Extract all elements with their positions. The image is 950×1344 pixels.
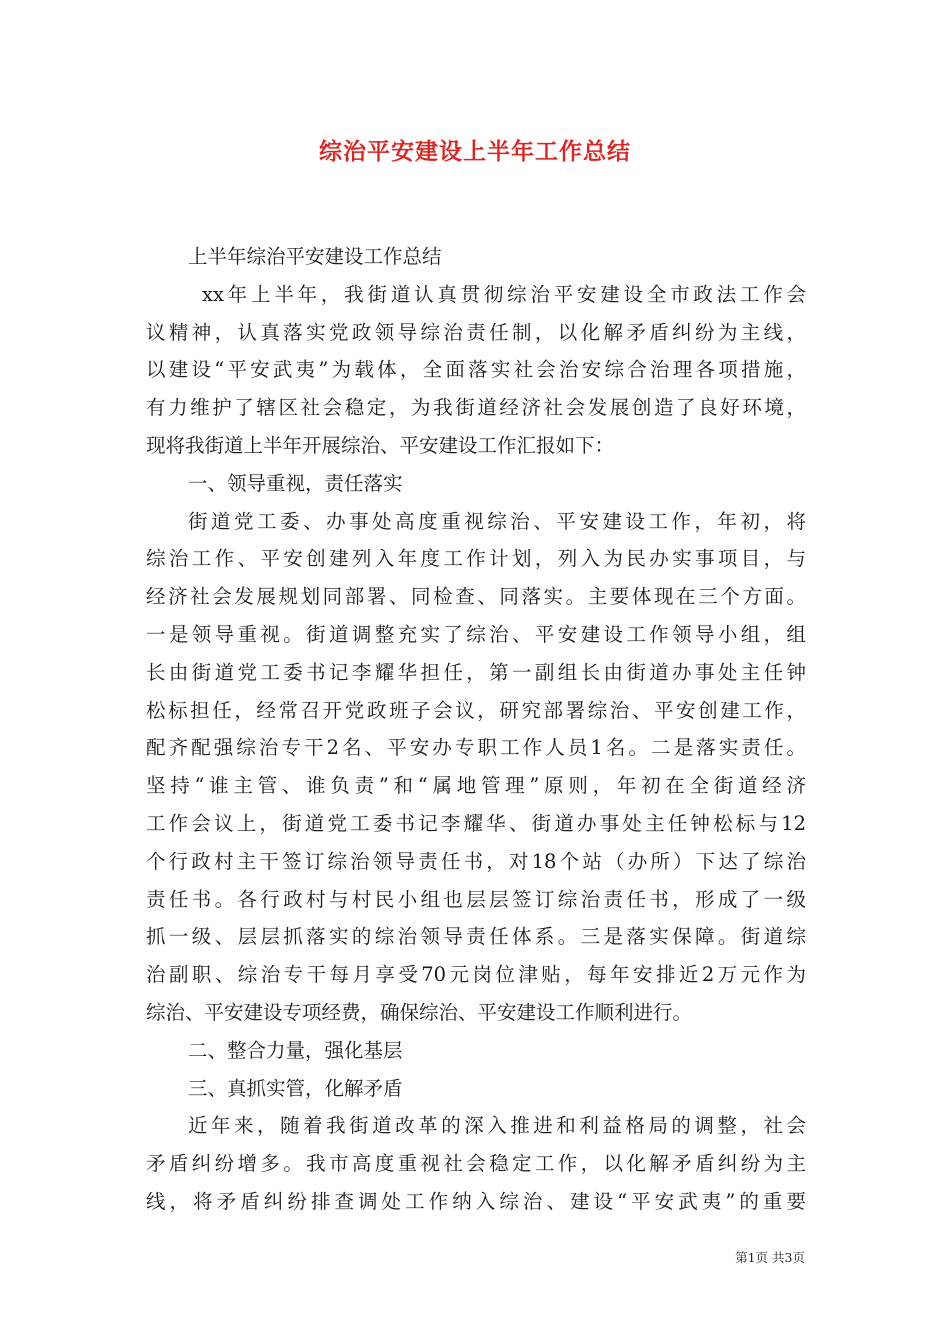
paragraph-line: 配齐配强综治专干2名、平安办专职工作人员1名。二是落实责任。 <box>146 736 806 760</box>
document-body <box>146 238 806 1221</box>
paragraph-line: 坚持“谁主管、谁负责”和“属地管理”原则，年初在全街道经济 <box>146 774 806 798</box>
subtitle-line: 上半年综治平安建设工作总结 <box>188 245 442 268</box>
paragraph-line: 有力维护了辖区社会稳定，为我街道经济社会发展创造了良好环境， <box>146 396 806 420</box>
paragraph-line: 以建设“平安武夷”为载体，全面落实社会治安综合治理各项措施， <box>146 358 806 382</box>
paragraph-line: 矛盾纠纷增多。我市高度重视社会稳定工作，以化解矛盾纠纷为主 <box>146 1152 806 1176</box>
paragraph-line: 工作会议上，街道党工委书记李耀华、街道办事处主任钟松标与12 <box>146 811 806 835</box>
paragraph-line: 综治、平安建设专项经费，确保综治、平安建设工作顺利进行。 <box>146 1000 693 1024</box>
page-number: 第1页 共3页 <box>735 1250 805 1265</box>
paragraph-line: 治副职、综治专干每月享受70元岗位津贴，每年安排近2万元作为 <box>146 963 806 987</box>
paragraph-line: 个行政村主干签订综治领导责任书，对18个站（办所）下达了综治 <box>146 849 806 873</box>
paragraph-line: xx年上半年，我街道认真贯彻综治平安建设全市政法工作会 <box>202 282 806 306</box>
section-heading: 二、整合力量，强化基层 <box>188 1038 403 1062</box>
paragraph-line: 一是领导重视。街道调整充实了综治、平安建设工作领导小组，组 <box>146 622 806 646</box>
paragraph-line: 松标担任，经常召开党政班子会议，研究部署综治、平安创建工作， <box>146 698 806 722</box>
section-heading: 一、领导重视，责任落实 <box>188 471 403 495</box>
paragraph-line: 综治工作、平安创建列入年度工作计划，列入为民办实事项目，与 <box>146 547 806 571</box>
section-heading: 三、真抓实管，化解矛盾 <box>188 1076 403 1100</box>
paragraph-line: 抓一级、层层抓落实的综治领导责任体系。三是落实保障。街道综 <box>146 925 806 949</box>
paragraph-line: 街道党工委、办事处高度重视综治、平安建设工作，年初，将 <box>188 509 806 533</box>
page-title: 综治平安建设上半年工作总结 <box>319 138 631 165</box>
paragraph-line: 议精神，认真落实党政领导综治责任制，以化解矛盾纠纷为主线， <box>146 320 806 344</box>
paragraph-line: 近年来，随着我街道改革的深入推进和利益格局的调整，社会 <box>188 1114 806 1138</box>
paragraph-line: 责任书。各行政村与村民小组也层层签订综治责任书，形成了一级 <box>146 887 806 911</box>
paragraph-line: 长由街道党工委书记李耀华担任，第一副组长由街道办事处主任钟 <box>146 660 806 684</box>
paragraph-line: 经济社会发展规划同部署、同检查、同落实。主要体现在三个方面。 <box>146 585 806 609</box>
paragraph-line: 线，将矛盾纠纷排查调处工作纳入综治、建设“平安武夷”的重要 <box>146 1189 806 1213</box>
paragraph-line: 现将我街道上半年开展综治、平安建设工作汇报如下： <box>146 433 615 457</box>
